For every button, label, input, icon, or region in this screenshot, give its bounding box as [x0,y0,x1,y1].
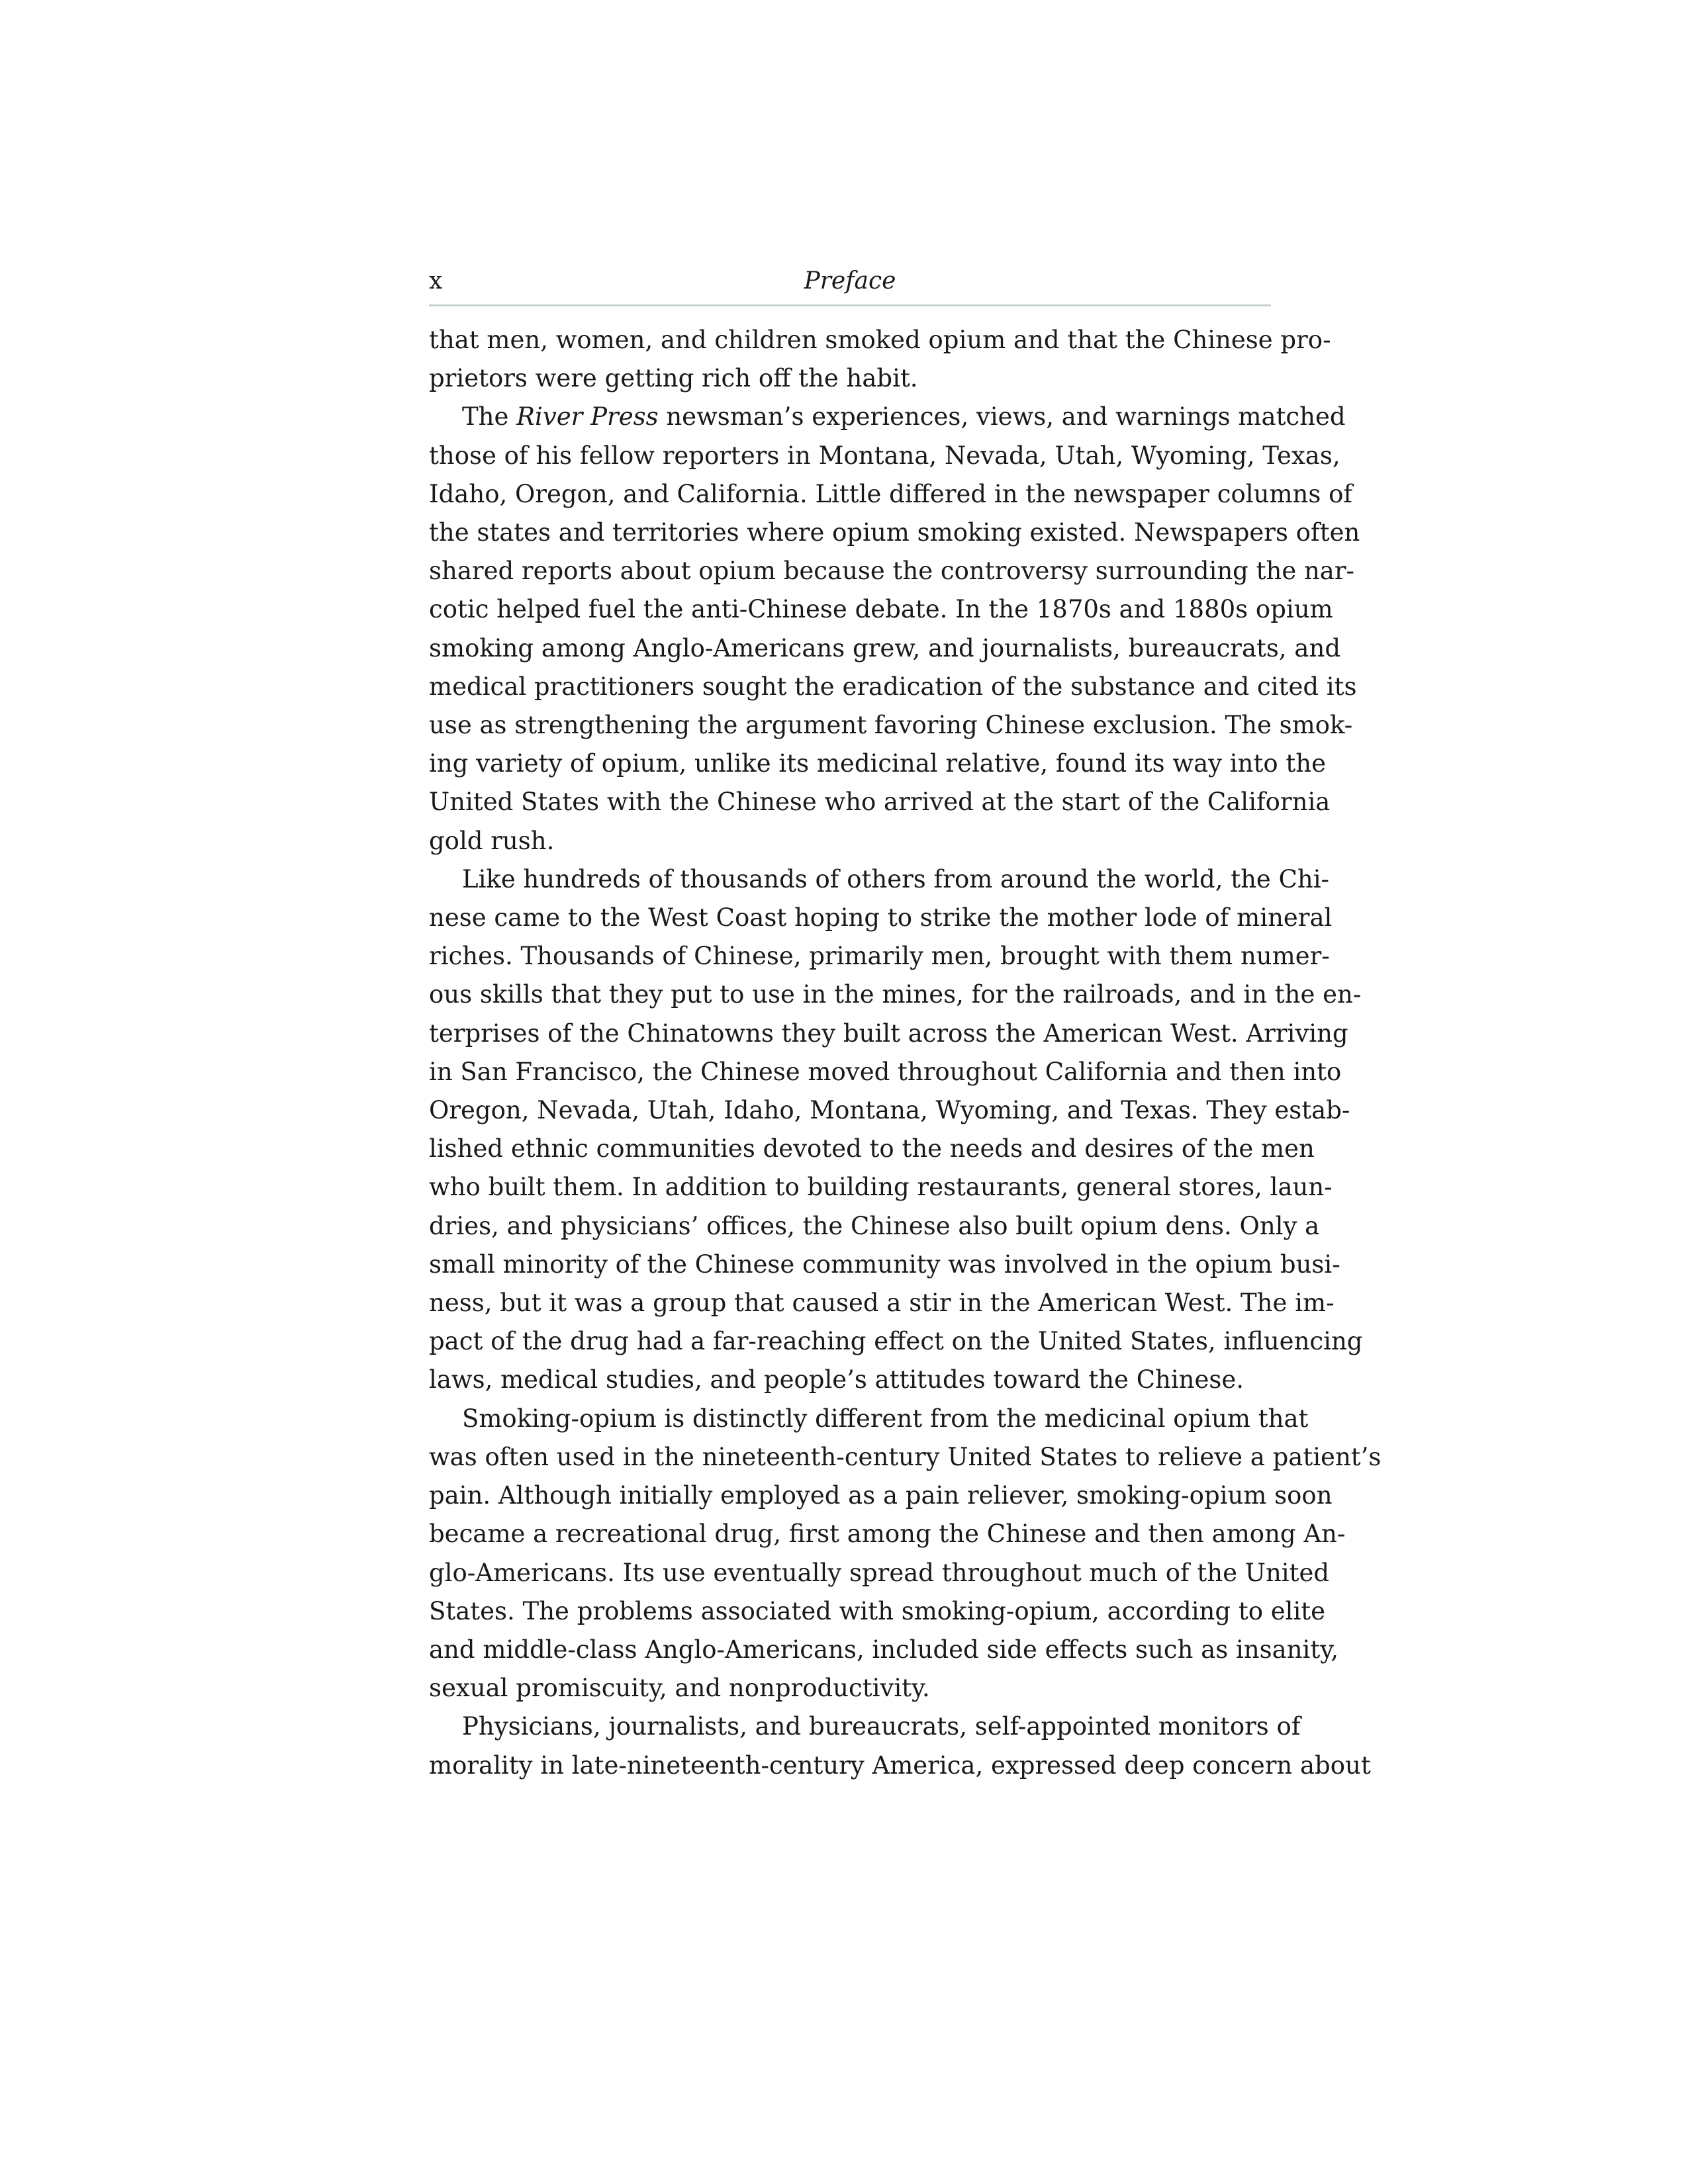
text-line: nese came to the West Coast hoping to strike the mother lode of mineral [429,903,1333,933]
text-line: was often used in the nineteenth-century United States to relieve a patient’s [429,1442,1382,1471]
text-line: and middle-class Anglo-Americans, included side effects such as insanity, [429,1635,1338,1664]
text-line: became a recreational drug, first among the Chinese and then among An- [429,1520,1346,1549]
text-line: ness, but it was a group that caused a stir in the American West. The im- [429,1289,1335,1318]
text-line: cotic helped fuel the anti-Chinese debate. In the 1870s and 1880s opium [429,595,1333,624]
paragraph [429,1707,1371,1784]
book-page [429,265,1382,1785]
text-line: that men, women, and children smoked opium and that the Chinese pro- [429,326,1331,354]
text-line: the states and territories where opium smoking existed. Newspapers often [429,518,1360,547]
text-line: in San Francisco, the Chinese moved throughout California and then into [429,1057,1342,1086]
text-line: who built them. In addition to building restaurants, general stores, laun- [429,1173,1333,1202]
text-line: Physicians, journalists, and bureaucrats, self-appointed monitors of [462,1712,1301,1741]
text-line: smoking among Anglo-Americans grew, and journalists, bureaucrats, and [429,633,1341,662]
text-line: sexual promiscuity, and nonproductivity. [429,1674,930,1703]
text-line: medical practitioners sought the eradication of the substance and cited its [429,672,1357,701]
text-line: small minority of the Chinese community was involved in the opium busi- [429,1250,1340,1279]
text-line: use as strengthening the argument favoring Chinese exclusion. The smok- [429,711,1353,740]
text-line: riches. Thousands of Chinese, primarily men, brought with them numer- [429,942,1330,971]
text-line: ing variety of opium, unlike its medicinal relative, found its way into the [429,749,1326,778]
text-line: morality in late-nineteenth-century America, expressed deep concern about [429,1751,1371,1780]
paragraph [429,1400,1382,1708]
text-line: glo-Americans. Its use eventually spread throughout much of the United [429,1558,1330,1587]
text-line: pain. Although initially employed as a pain reliever, smoking-opium soon [429,1481,1333,1510]
text-line: those of his fellow reporters in Montana, Nevada, Utah, Wyoming, Texas, [429,441,1340,470]
text-line: shared reports about opium because the controversy surrounding the nar- [429,557,1355,586]
text-line: terprises of the Chinatowns they built across the American West. Arriving [429,1019,1348,1048]
paragraph [429,860,1363,1400]
text-line: lished ethnic communities devoted to the needs and desires of the men [429,1134,1315,1163]
running-title: Preface [804,267,896,295]
text-line: ous skills that they put to use in the mines, for the railroads, and in the en- [429,980,1362,1009]
page-number: x [429,267,443,295]
paragraph [429,321,1331,398]
paragraph [429,398,1360,860]
running-head [429,265,1271,306]
newspaper-title: River Press [516,402,659,432]
text-line: gold rush. [429,826,555,855]
text-line: Idaho, Oregon, and California. Little differed in the newspaper columns of [429,479,1353,508]
text-line: United States with the Chinese who arrived at the start of the California [429,788,1331,817]
text-line: laws, medical studies, and people’s attitudes toward the Chinese. [429,1365,1244,1394]
text-line: Smoking-opium is distinctly different from the medicinal opium that [462,1404,1309,1433]
text-line: dries, and physicians’ offices, the Chinese also built opium dens. Only a [429,1211,1320,1240]
text-line: prietors were getting rich off the habit. [429,364,918,393]
text-line: States. The problems associated with smoking-opium, according to elite [429,1596,1326,1625]
text-line: pact of the drug had a far-reaching effect on the United States, influencing [429,1327,1363,1356]
text-line: Oregon, Nevada, Utah, Idaho, Montana, Wyoming, and Texas. They estab- [429,1096,1350,1125]
text-line: The River Press newsman’s experiences, views, and warnings matched [462,402,1346,432]
body-text [429,321,1382,1785]
text-line: Like hundreds of thousands of others from around the world, the Chi- [462,864,1330,893]
